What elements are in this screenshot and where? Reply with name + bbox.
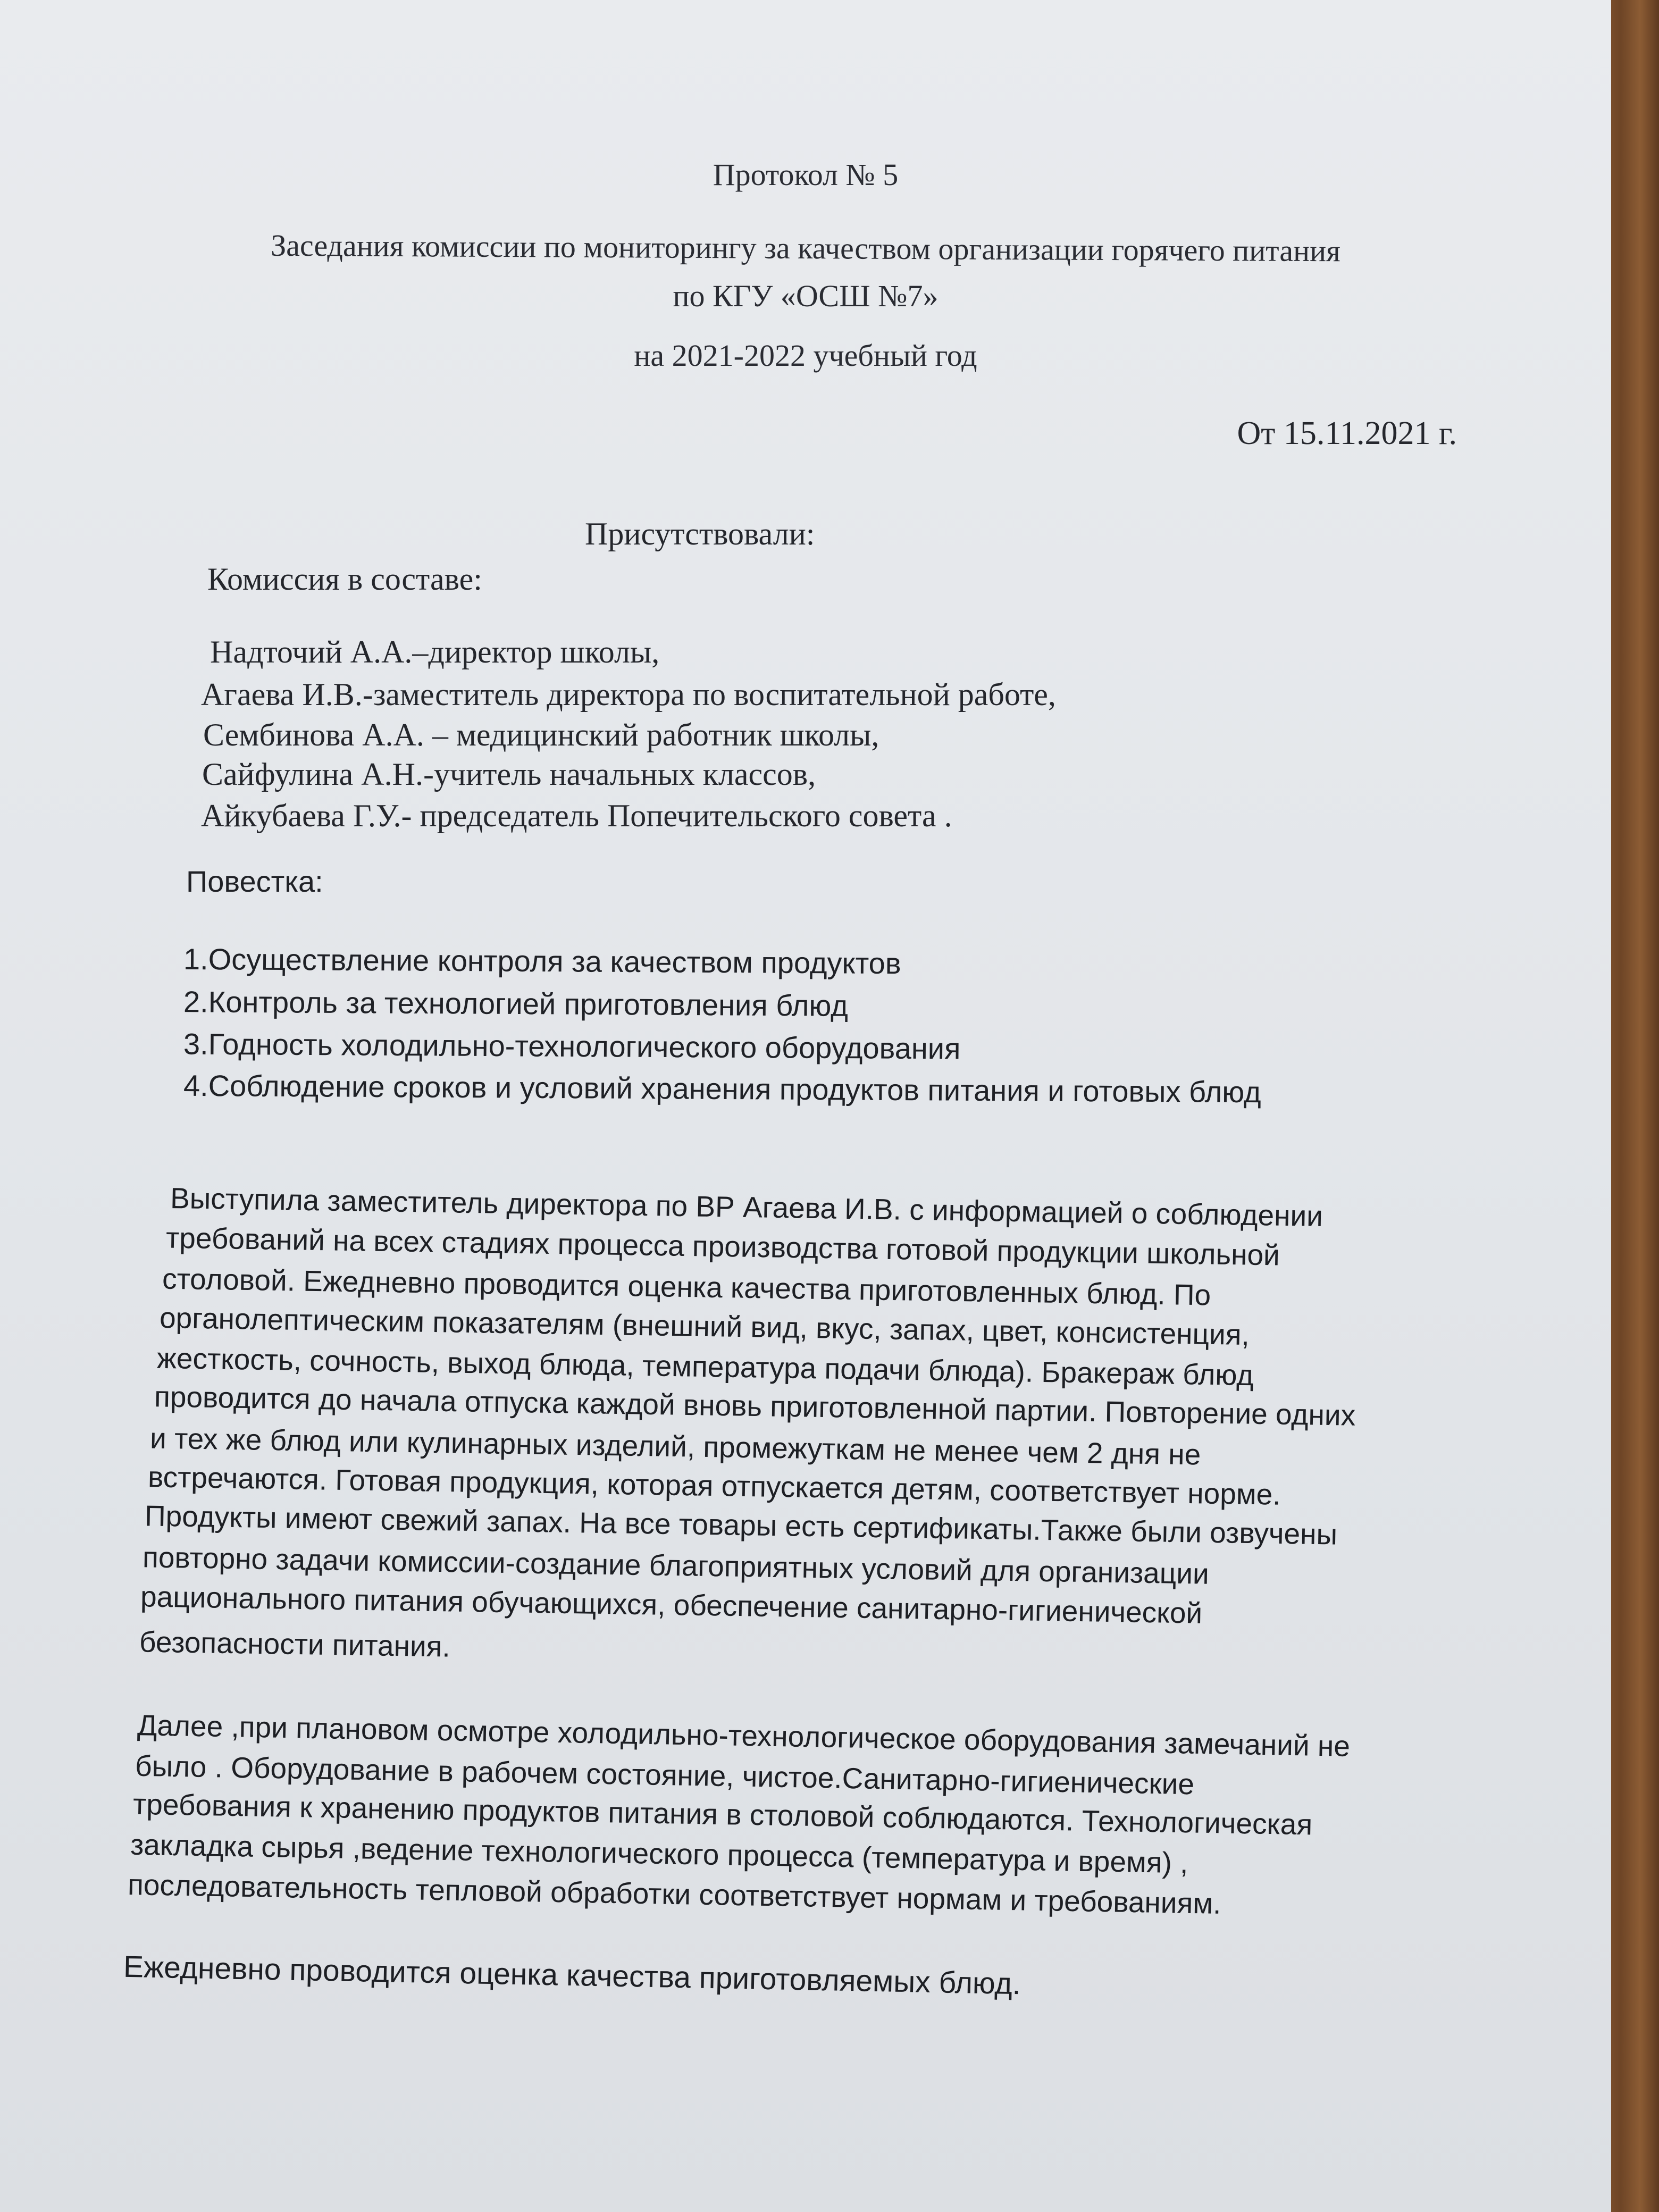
paragraph-line: было . Оборудование в рабочем состояние, чистое.Санитарно-гигиенические xyxy=(135,1749,1195,1801)
academic-year: на 2021-2022 учебный год xyxy=(634,338,977,373)
paragraph-line: закладка сырья ,ведение технологического процесса (температура и время) , xyxy=(130,1828,1189,1880)
document-subtitle: Заседания комиссии по мониторингу за качеством организации горячего питания xyxy=(271,228,1340,269)
paragraph-line: безопасности питания. xyxy=(139,1625,451,1663)
agenda-item: 1.Осуществление контроля за качеством продуктов xyxy=(183,942,901,981)
agenda-item: 2.Контроль за технологией приготовления блюд xyxy=(183,985,849,1023)
member-item: Надточий А.А.–директор школы, xyxy=(210,634,660,669)
paragraph-line: Выступила заместитель директора по ВР Агаева И.В. с информацией о соблюдении xyxy=(170,1181,1323,1233)
paragraph-line: требований на всех стадиях процесса производства готовой продукции школьной xyxy=(165,1221,1280,1272)
agenda-item: 4.Соблюдение сроков и условий хранения продуктов питания и готовых блюд xyxy=(183,1068,1261,1109)
paragraph-line: столовой. Ежедневно проводится оценка качества приготовленных блюд. По xyxy=(162,1262,1211,1312)
document-title: Протокол № 5 xyxy=(713,157,899,192)
paragraph-line: Ежедневно проводится оценка качества приготовляемых блюд. xyxy=(123,1949,1021,2001)
attendance-heading: Присутствовали: xyxy=(585,516,815,551)
school-name: по КГУ «ОСШ №7» xyxy=(673,279,939,313)
paragraph-line: рационального питания обучающихся, обеспечение санитарно-гигиенической xyxy=(140,1580,1203,1630)
member-item: Агаева И.В.-заместитель директора по воспитательной работе, xyxy=(201,677,1056,712)
paragraph-line: повторно задачи комиссии-создание благоприятных условий для организации xyxy=(142,1540,1210,1590)
paragraph-line: встречаются. Готовая продукция, которая отпускается детям, соответствует норме. xyxy=(147,1460,1281,1511)
paragraph-line: органолептическим показателям (внешний вид, вкус, запах, цвет, консистенция, xyxy=(159,1301,1250,1352)
commission-label: Комиссия в составе: xyxy=(207,562,482,597)
paragraph-line: и тех же блюд или кулинарных изделий, промежуткам не менее чем 2 дня не xyxy=(149,1421,1201,1471)
paragraph-line: требования к хранению продуктов питания в столовой соблюдаются. Технологическая xyxy=(132,1787,1313,1841)
agenda-item: 3.Годность холодильно-технологического оборудования xyxy=(183,1027,961,1066)
paragraph-line: последовательность тепловой обработки соответствует нормам и требованиям. xyxy=(127,1868,1221,1920)
member-item: Айкубаева Г.У.- председатель Попечительского совета . xyxy=(201,798,952,833)
agenda-heading: Повестка: xyxy=(186,865,323,898)
document-date: От 15.11.2021 г. xyxy=(1237,415,1457,451)
paragraph-line: Далее ,при плановом осмотре холодильно-технологическое оборудования замечаний не xyxy=(137,1708,1351,1763)
paragraph-line: жесткость, сочность, выход блюда, температура подачи блюда). Бракераж блюд xyxy=(156,1341,1254,1392)
paragraph-line: Продукты имеют свежий запах. На все товары есть сертификаты.Также были озвучены xyxy=(144,1499,1338,1551)
member-item: Сайфулина А.Н.-учитель начальных классов, xyxy=(202,757,816,792)
member-item: Сембинова А.А. – медицинский работник школы, xyxy=(203,717,879,752)
paragraph-line: проводится до начала отпуска каждой вновь приготовленной партии. Повторение одних xyxy=(154,1380,1356,1432)
